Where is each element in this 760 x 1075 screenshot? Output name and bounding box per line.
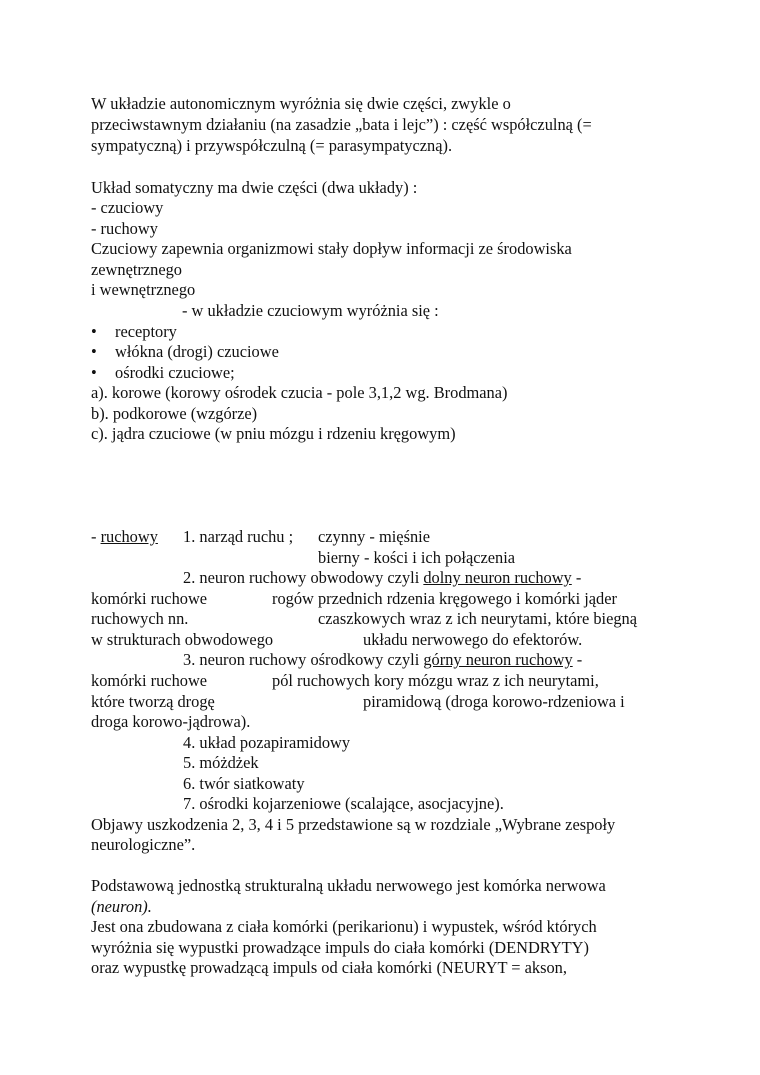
text-line: a). korowe (korowy ośrodek czucia - pole 3,1,2 wg. Brodmana)	[91, 383, 508, 402]
list-item: ośrodki czuciowe;	[115, 363, 235, 382]
text-line: droga korowo-jądrowa).	[91, 712, 251, 731]
text-line: - czuciowy	[91, 198, 164, 217]
text-line: Objawy uszkodzenia 2, 3, 4 i 5 przedstawione są w rozdziale „Wybrane zespoły	[91, 815, 616, 834]
text-line: wyróżnia się wypustki prowadzące impuls do ciała komórki (DENDRYTY)	[91, 938, 589, 957]
text-line: (neuron).	[91, 897, 152, 916]
text-line: ruchowych nn.	[91, 609, 189, 628]
text-line: które tworzą drogę	[91, 692, 215, 711]
bullet-icon: •	[91, 363, 97, 382]
text-line: piramidową (droga korowo-rdzeniowa i	[363, 692, 625, 711]
text-line: 2. neuron ruchowy obwodowy czyli dolny neuron ruchowy -	[183, 568, 582, 587]
text-line: czynny - mięśnie	[318, 527, 430, 546]
underlined-term: górny neuron ruchowy	[423, 650, 573, 669]
text-line: rogów przednich rdzenia kręgowego i komórki jąder	[272, 589, 617, 608]
text-line: sympatyczną) i przywspółczulną (= parasympatyczną).	[91, 136, 453, 155]
list-item: 6. twór siatkowaty	[183, 774, 305, 793]
text-line: czaszkowych wraz z ich neurytami, które biegną	[318, 609, 638, 628]
text-line: Podstawową jednostką strukturalną układu nerwowego jest komórka nerwowa	[91, 876, 606, 895]
text-line: i wewnętrznego	[91, 280, 196, 299]
text-line: Czuciowy zapewnia organizmowi stały dopływ informacji ze środowiska	[91, 239, 572, 258]
text-line: Układ somatyczny ma dwie części (dwa układy) :	[91, 178, 418, 197]
text-line: bierny - kości i ich połączenia	[318, 548, 516, 567]
text-line: układu nerwowego do efektorów.	[363, 630, 583, 649]
text-line: 1. narząd ruchu ;	[183, 527, 294, 546]
text-line: b). podkorowe (wzgórze)	[91, 404, 258, 423]
text-line: zewnętrznego	[91, 260, 183, 279]
text-line: oraz wypustkę prowadzącą impuls od ciała komórki (NEURYT = akson,	[91, 958, 567, 977]
list-item: włókna (drogi) czuciowe	[115, 342, 279, 361]
text-line: komórki ruchowe	[91, 671, 208, 690]
bullet-icon: •	[91, 342, 97, 361]
underlined-term: ruchowy	[100, 527, 158, 546]
text-line: - ruchowy	[91, 219, 158, 238]
text-line: Jest ona zbudowana z ciała komórki (perikarionu) i wypustek, wśród których	[91, 917, 597, 936]
underlined-term: dolny neuron ruchowy	[423, 568, 572, 587]
list-item: receptory	[115, 322, 177, 341]
list-item: 5. móżdżek	[183, 753, 259, 772]
text-line: pól ruchowych kory mózgu wraz z ich neurytami,	[272, 671, 599, 690]
bullet-icon: •	[91, 322, 97, 341]
dash: -	[91, 527, 101, 546]
text-line	[91, 527, 158, 547]
text-line: - w układzie czuciowym wyróżnia się :	[182, 301, 439, 320]
text-line: 3. neuron ruchowy ośrodkowy czyli górny neuron ruchowy -	[183, 650, 583, 669]
text-line: komórki ruchowe	[91, 589, 208, 608]
list-item: 7. ośrodki kojarzeniowe (scalające, asocjacyjne).	[183, 794, 504, 813]
text-line: przeciwstawnym działaniu (na zasadzie „bata i lejc”) : część współczulną (=	[91, 115, 592, 134]
text-line: w strukturach obwodowego	[91, 630, 274, 649]
text-line: neurologiczne”.	[91, 835, 196, 854]
text-line: W układzie autonomicznym wyróżnia się dwie części, zwykle o	[91, 94, 511, 113]
text-line: c). jądra czuciowe (w pniu mózgu i rdzeniu kręgowym)	[91, 424, 456, 443]
list-item: 4. układ pozapiramidowy	[183, 733, 351, 752]
